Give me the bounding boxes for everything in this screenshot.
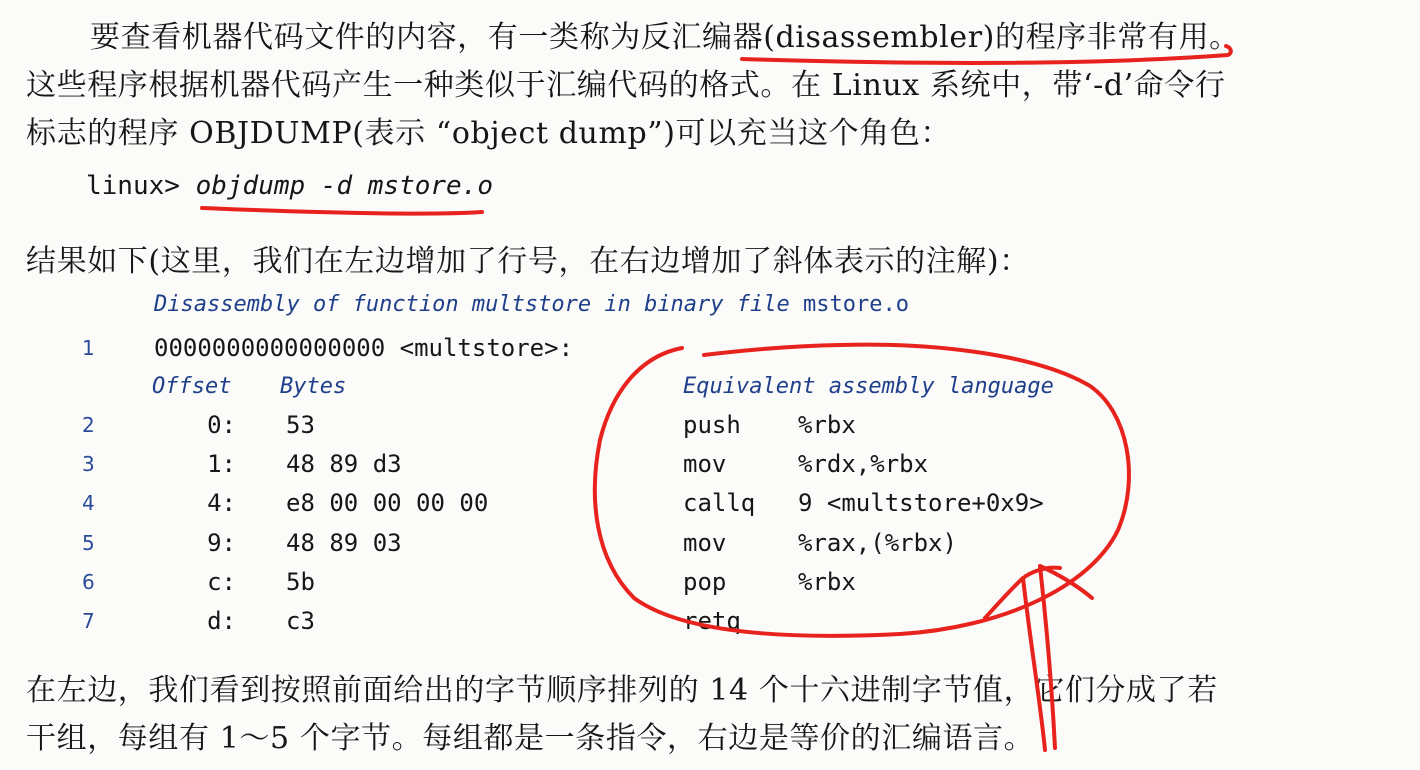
listing-row xyxy=(0,485,1420,521)
line-number: 7 xyxy=(82,609,95,633)
operands: %rax,(%rbx) xyxy=(798,529,957,557)
offset: 0: xyxy=(207,411,236,439)
bytes: 48 89 d3 xyxy=(286,450,402,478)
command-prompt: linux> xyxy=(86,171,180,201)
operands: %rbx xyxy=(798,411,856,439)
command-example xyxy=(86,166,493,206)
mnemonic: mov xyxy=(683,529,727,557)
listing-header-row xyxy=(0,369,1420,405)
listing-row xyxy=(0,407,1420,443)
listing-line-address xyxy=(0,330,1420,366)
listing-caption xyxy=(154,292,909,317)
listing-row xyxy=(0,564,1420,600)
listing-row xyxy=(0,603,1420,639)
listing-caption-text: Disassembly of function multstore in binary file xyxy=(154,292,790,317)
conclusion-line-1: 在左边，我们看到按照前面给出的字节顺序排列的 14 个十六进制字节值，它们分成了若 xyxy=(26,673,1218,708)
result-intro xyxy=(26,238,1396,286)
offset-header: Offset xyxy=(152,374,232,399)
mnemonic: pop xyxy=(683,568,727,596)
intro-paragraph xyxy=(26,14,1396,158)
offset: d: xyxy=(207,607,236,635)
bytes: c3 xyxy=(286,607,315,635)
conclusion-line-2: 干组，每组有 1～5 个字节。每组都是一条指令，右边是等价的汇编语言。 xyxy=(26,721,1035,756)
command-args: objdump -d mstore.o xyxy=(195,171,493,201)
intro-line-3: 标志的程序 OBJDUMP(表示 “object dump”)可以充当这个角色： xyxy=(26,116,951,151)
mnemonic: push xyxy=(683,411,741,439)
listing-caption-file: mstore.o xyxy=(803,292,909,317)
listing-row xyxy=(0,446,1420,482)
conclusion-paragraph xyxy=(26,667,1396,763)
line-number: 5 xyxy=(82,531,95,555)
bytes: 48 89 03 xyxy=(286,529,402,557)
operands: %rdx,%rbx xyxy=(798,450,929,478)
bytes: e8 00 00 00 00 xyxy=(286,489,489,517)
operands: %rbx xyxy=(798,568,856,596)
offset: c: xyxy=(207,568,236,596)
mnemonic: retq xyxy=(683,607,741,635)
line-number: 3 xyxy=(82,452,95,476)
operands: 9 <multstore+0x9> xyxy=(798,489,1044,517)
offset: 4: xyxy=(207,489,236,517)
listing-row xyxy=(0,525,1420,561)
line-number: 2 xyxy=(82,413,95,437)
result-intro-line: 结果如下(这里，我们在左边增加了行号，在右边增加了斜体表示的注解)： xyxy=(26,244,1030,279)
function-address: 0000000000000000 <multstore>: xyxy=(154,334,574,362)
offset: 1: xyxy=(207,450,236,478)
offset: 9: xyxy=(207,529,236,557)
equivalent-header: Equivalent assembly language xyxy=(683,374,1054,399)
intro-line-2: 这些程序根据机器代码产生一种类似于汇编代码的格式。在 Linux 系统中，带‘-d’命令行 xyxy=(26,68,1226,103)
mnemonic: callq xyxy=(683,489,756,517)
line-number: 6 xyxy=(82,570,95,594)
line-number: 1 xyxy=(82,336,95,360)
bytes: 5b xyxy=(286,568,315,596)
bytes: 53 xyxy=(286,411,315,439)
underline-command-mark xyxy=(202,208,482,214)
line-number: 4 xyxy=(82,491,95,515)
mnemonic: mov xyxy=(683,450,727,478)
intro-line-1: 要查看机器代码文件的内容，有一类称为反汇编器(disassembler)的程序非常有用。 xyxy=(90,20,1240,55)
bytes-header: Bytes xyxy=(280,374,347,399)
